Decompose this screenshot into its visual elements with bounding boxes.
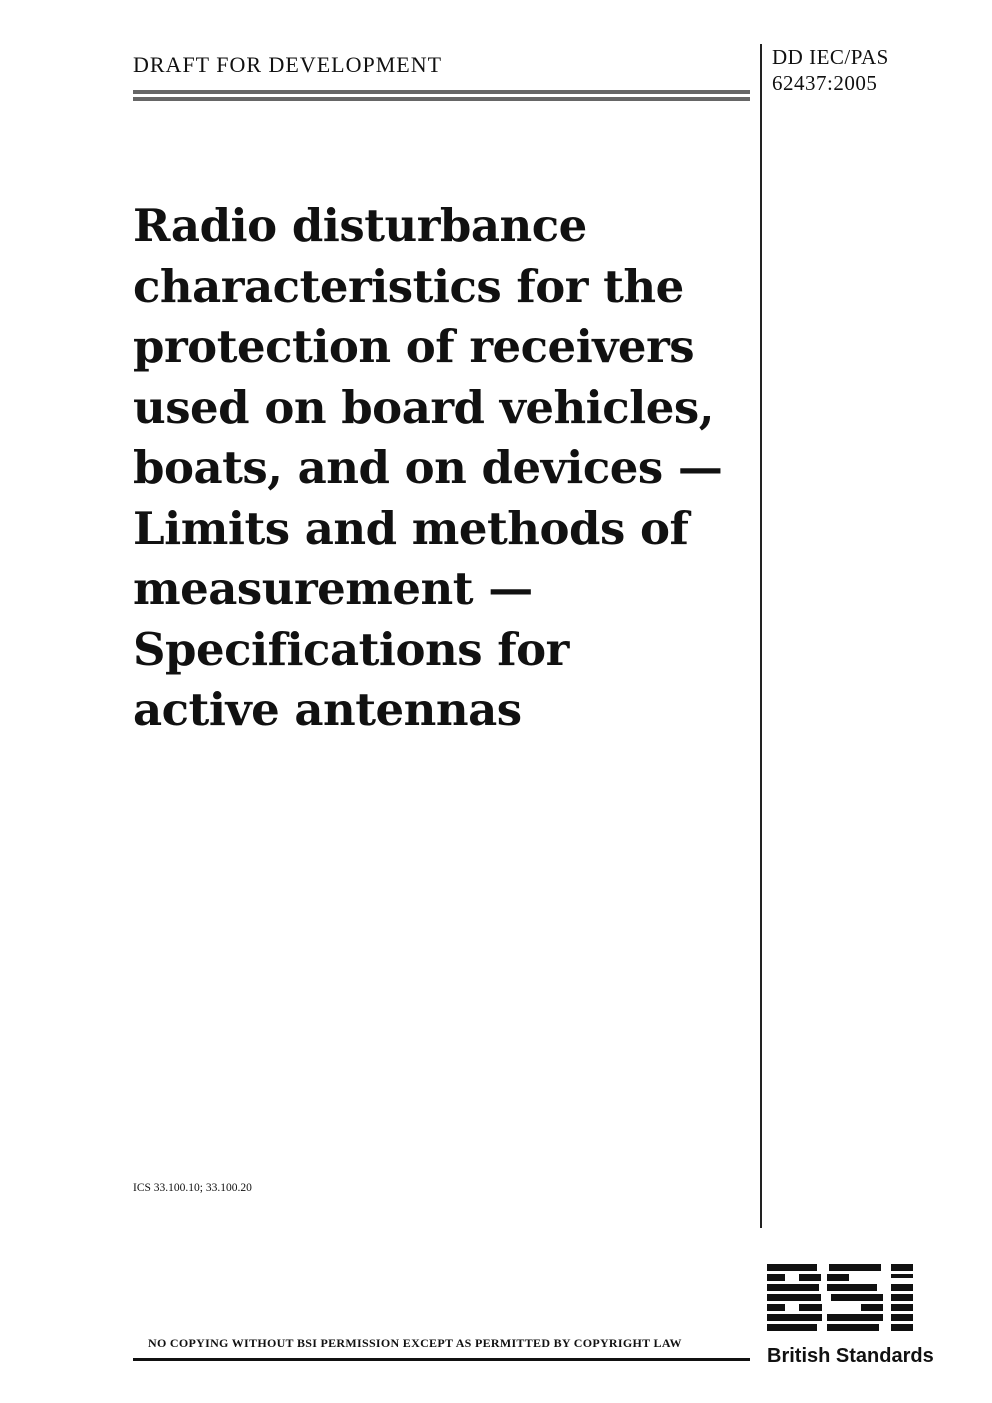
- copyright-notice: NO COPYING WITHOUT BSI PERMISSION EXCEPT AS PERMITTED BY COPYRIGHT LAW: [148, 1336, 682, 1350]
- title-line: measurement —: [133, 562, 533, 615]
- title-line: Radio disturbance: [133, 199, 587, 252]
- document-identifier-line-2: 62437:2005: [772, 71, 878, 95]
- bsi-logo: [765, 1262, 945, 1368]
- header-rule-upper: [133, 90, 750, 94]
- bsi-logo-mark: [767, 1264, 913, 1331]
- document-title: [133, 196, 748, 741]
- title-line: protection of receivers: [133, 320, 695, 373]
- title-line: used on board vehicles,: [133, 380, 714, 434]
- document-identifier: [772, 44, 889, 96]
- title-line: Limits and methods of: [133, 501, 689, 555]
- title-line: Specifications for: [133, 622, 569, 676]
- title-line: boats, and on devices —: [133, 441, 723, 494]
- ics-codes: ICS 33.100.10; 33.100.20: [133, 1182, 252, 1194]
- document-identifier-line-1: DD IEC/PAS: [772, 45, 889, 69]
- bsi-logo-caption: British Standards: [767, 1345, 934, 1367]
- title-line: active antennas: [133, 683, 522, 736]
- title-line: characteristics for the: [133, 259, 684, 313]
- header-rule-lower: [133, 97, 750, 101]
- vertical-divider: [760, 44, 762, 1228]
- footer-rule: [133, 1358, 750, 1361]
- header-label: DRAFT FOR DEVELOPMENT: [133, 52, 443, 77]
